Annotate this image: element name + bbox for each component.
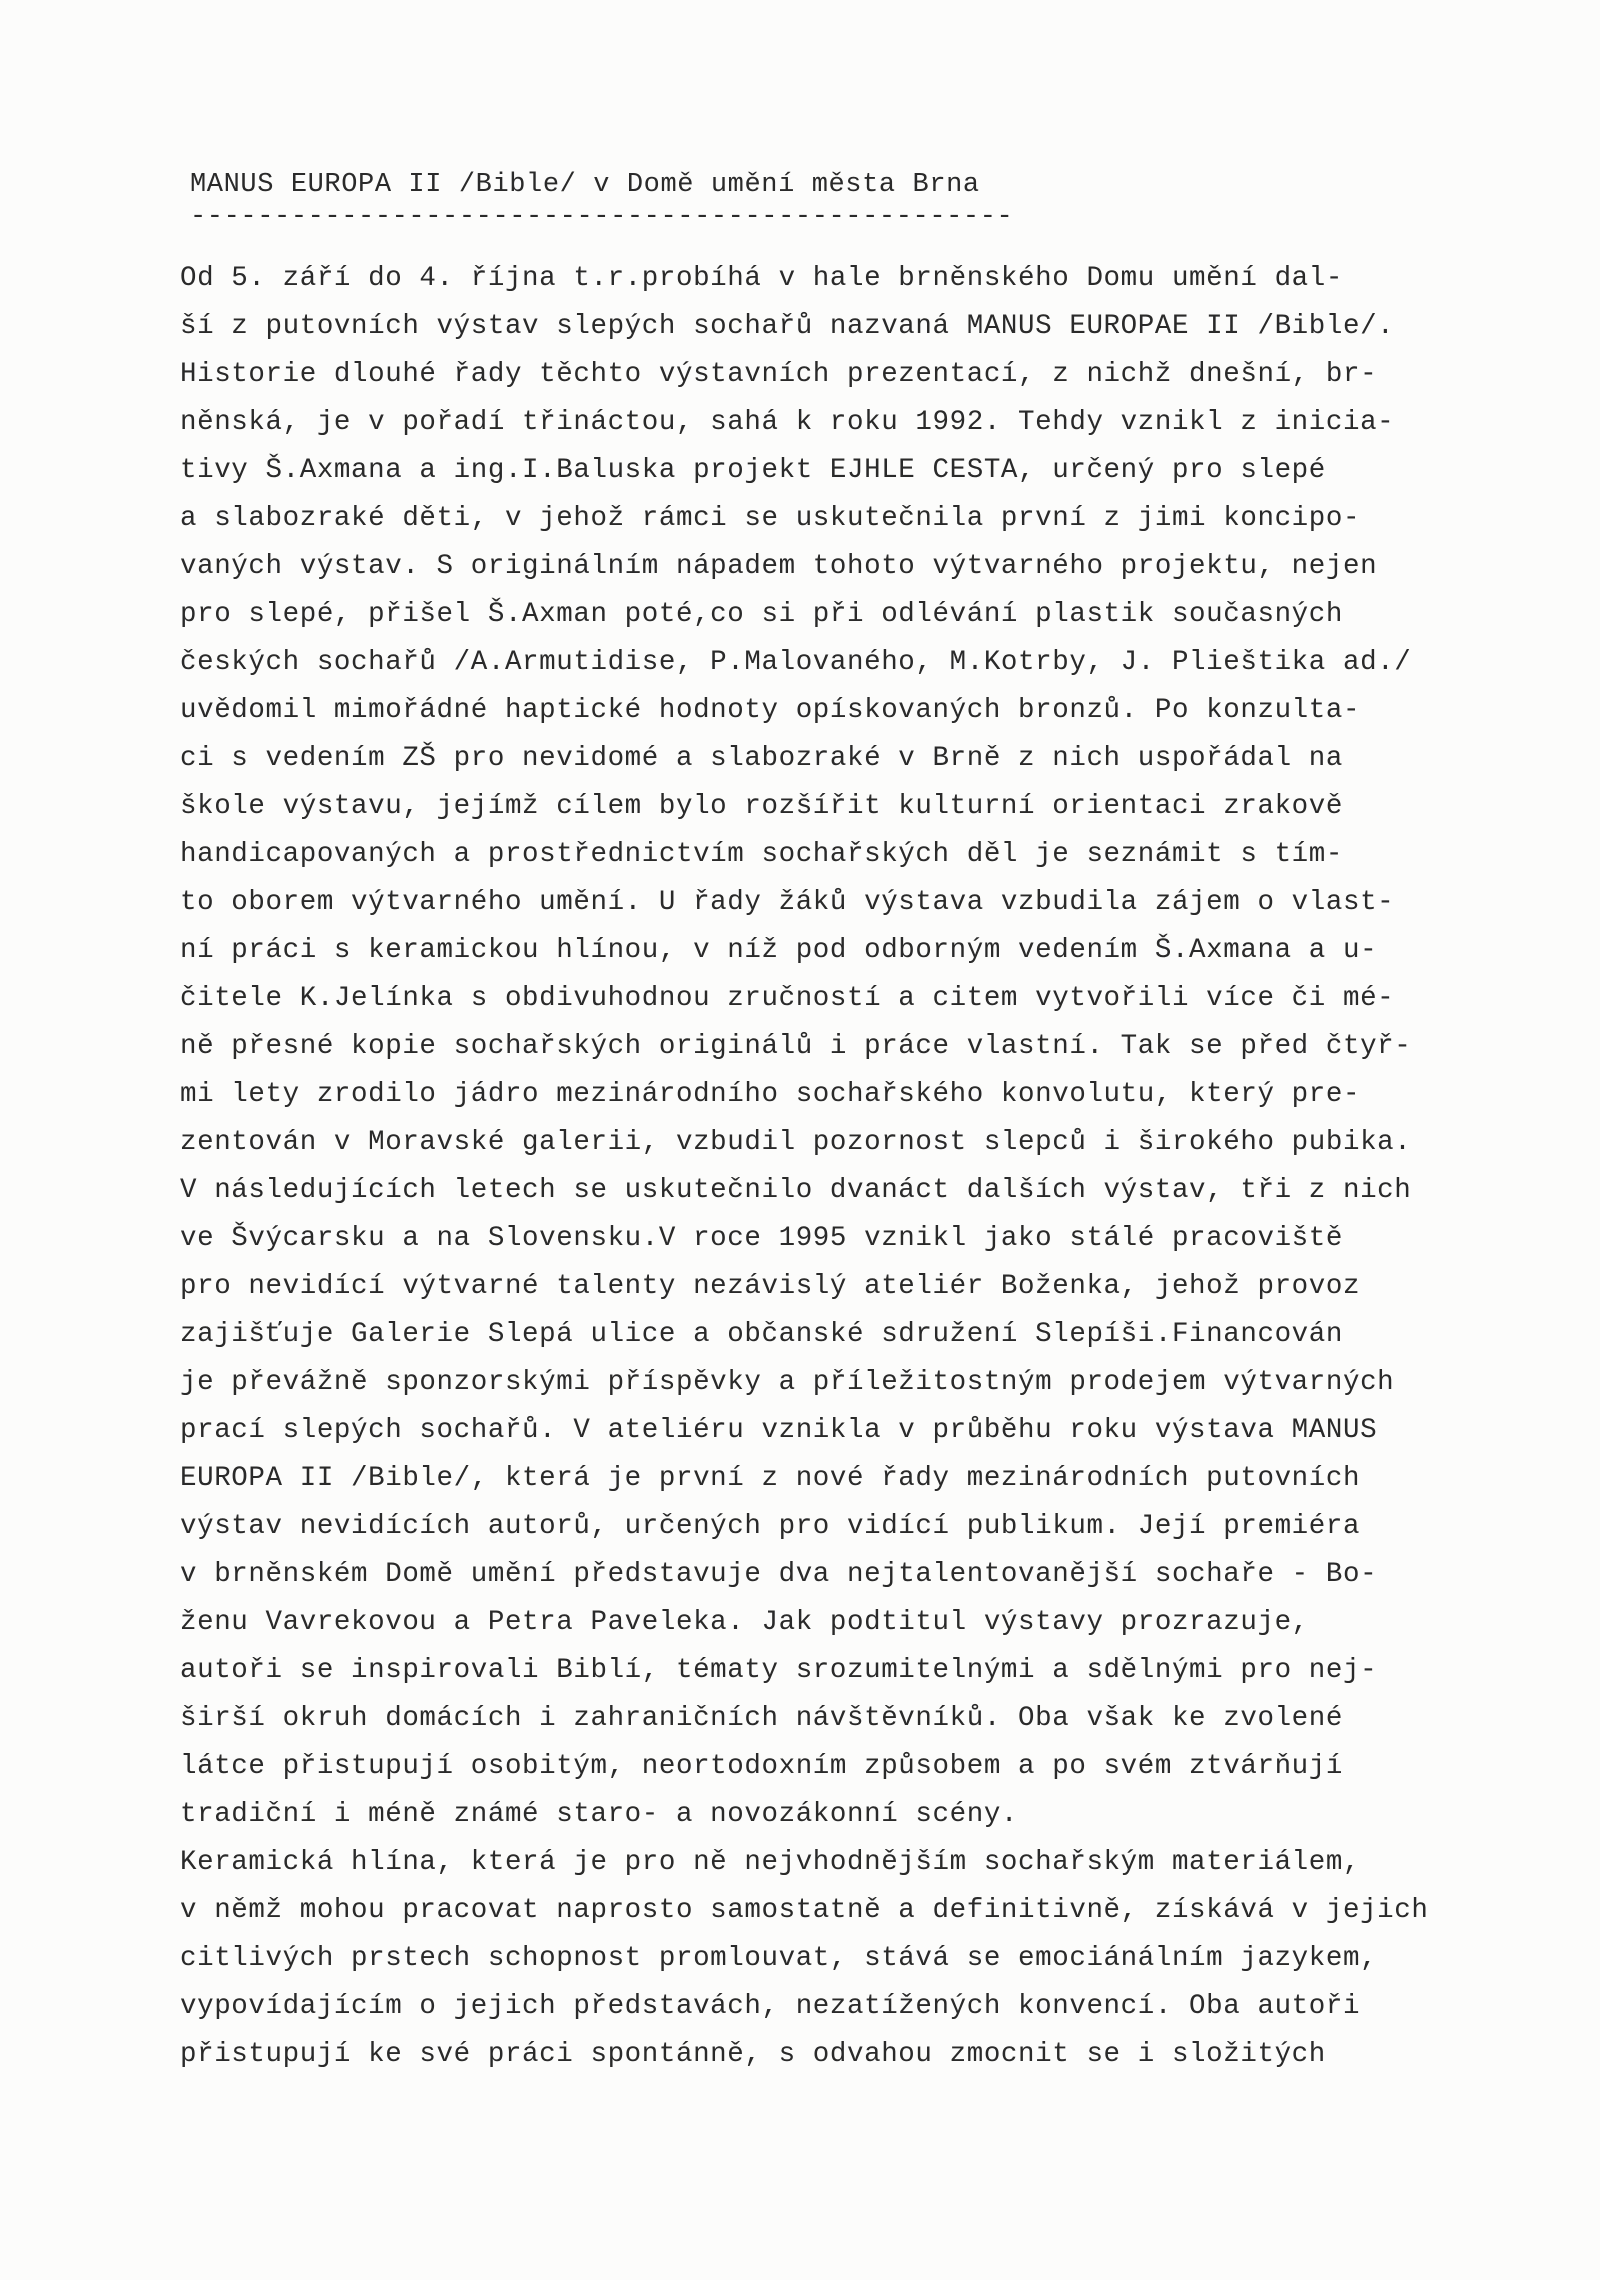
text-line: širší okruh domácích i zahraničních návštěvníků. Oba však ke zvolené (180, 1703, 1343, 1734)
text-line: V následujících letech se uskutečnilo dvanáct dalších výstav, tři z nich (180, 1175, 1412, 1206)
text-line: EUROPA II /Bible/, která je první z nové řady mezinárodních putovních (180, 1463, 1361, 1494)
text-line: tivy Š.Axmana a ing.I.Baluska projekt EJHLE CESTA, určený pro slepé (180, 455, 1326, 486)
text-line: pro slepé, přišel Š.Axman poté,co si při odlévání plastik současných (180, 599, 1343, 630)
text-line: zajišťuje Galerie Slepá ulice a občanské sdružení Slepíši.Financován (180, 1319, 1343, 1350)
text-line: pro nevidící výtvarné talenty nezávislý ateliér Boženka, jehož provoz (180, 1271, 1361, 1302)
text-line: ženu Vavrekovou a Petra Paveleka. Jak podtitul výstavy prozrazuje, (180, 1607, 1309, 1638)
document-title: MANUS EUROPA II /Bible/ v Domě umění města Brna (190, 170, 980, 200)
text-line: handicapovaných a prostřednictvím sochařských děl je seznámit s tím- (180, 839, 1343, 870)
text-line: citlivých prstech schopnost promlouvat, stává se emociánálním jazykem, (180, 1943, 1378, 1974)
text-line: Historie dlouhé řady těchto výstavních prezentací, z nichž dnešní, br- (180, 359, 1378, 390)
text-line: v brněnském Domě umění představuje dva nejtalentovanější sochaře - Bo- (180, 1559, 1378, 1590)
text-line: ší z putovních výstav slepých sochařů nazvaná MANUS EUROPAE II /Bible/. (180, 311, 1395, 342)
text-line: vypovídajícím o jejich představách, nezatížených konvencí. Oba autoři (180, 1991, 1361, 2022)
text-line: čitele K.Jelínka s obdivuhodnou zručností a citem vytvořili více či mé- (180, 983, 1395, 1014)
text-line: ve Švýcarsku a na Slovensku.V roce 1995 vznikl jako stálé pracoviště (180, 1223, 1343, 1254)
text-line: něnská, je v pořadí třináctou, sahá k roku 1992. Tehdy vznikl z inicia- (180, 407, 1395, 438)
text-line: přistupují ke své práci spontánně, s odvahou zmocnit se i složitých (180, 2039, 1326, 2070)
text-line: výstav nevidících autorů, určených pro vidící publikum. Její premiéra (180, 1511, 1361, 1542)
text-line: ně přesné kopie sochařských originálů i práce vlastní. Tak se před čtyř- (180, 1031, 1412, 1062)
text-line: je převážně sponzorskými příspěvky a příležitostným prodejem výtvarných (180, 1367, 1395, 1398)
text-line: mi lety zrodilo jádro mezinárodního sochařského konvolutu, který pre- (180, 1079, 1361, 1110)
document-body (180, 255, 1429, 2079)
text-line: českých sochařů /A.Armutidise, P.Malovaného, M.Kotrby, J. Plieštika ad./ (180, 647, 1412, 678)
text-line: v němž mohou pracovat naprosto samostatně a definitivně, získává v jejich (180, 1895, 1429, 1926)
text-line: tradiční i méně známé staro- a novozákonní scény. (180, 1799, 1019, 1830)
text-line: autoři se inspirovali Biblí, tématy srozumitelnými a sdělnými pro nej- (180, 1655, 1378, 1686)
text-line: Od 5. září do 4. října t.r.probíhá v hale brněnského Domu umění dal- (180, 263, 1343, 294)
text-line: uvědomil mimořádné haptické hodnoty opískovaných bronzů. Po konzulta- (180, 695, 1361, 726)
text-line: to oborem výtvarného umění. U řady žáků výstava vzbudila zájem o vlast- (180, 887, 1395, 918)
text-line: Keramická hlína, která je pro ně nejvhodnějším sochařským materiálem, (180, 1847, 1361, 1878)
text-line: vaných výstav. S originálním nápadem tohoto výtvarného projektu, nejen (180, 551, 1378, 582)
text-line: ci s vedením ZŠ pro nevidomé a slabozraké v Brně z nich uspořádal na (180, 743, 1343, 774)
text-line: škole výstavu, jejímž cílem bylo rozšířit kulturní orientaci zrakově (180, 791, 1343, 822)
text-line: zentován v Moravské galerii, vzbudil pozornost slepců i širokého pubika. (180, 1127, 1412, 1158)
text-line: prací slepých sochařů. V ateliéru vznikla v průběhu roku výstava MANUS (180, 1415, 1378, 1446)
text-line: látce přistupují osobitým, neortodoxním způsobem a po svém ztvárňují (180, 1751, 1343, 1782)
text-line: a slabozraké děti, v jehož rámci se uskutečnila první z jimi koncipo- (180, 503, 1361, 534)
text-line: ní práci s keramickou hlínou, v níž pod odborným vedením Š.Axmana a u- (180, 935, 1378, 966)
title-underline: ------------------------------------------------- (190, 202, 1014, 232)
